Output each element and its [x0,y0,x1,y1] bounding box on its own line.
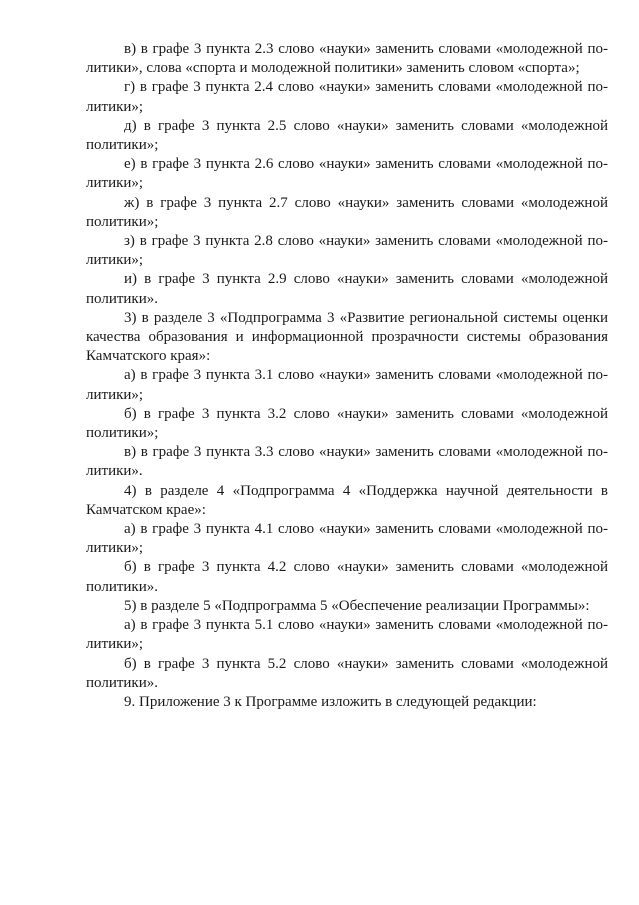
text-line: Камчатского края»: [86,348,211,365]
text-line: политики». [86,578,158,595]
text-line: в) в графе 3 пункта 2.3 слово «науки» заменить словами «молодежной по- [124,41,608,57]
text-line: 4) в разделе 4 «Подпрограмма 4 «Поддержка научной деятельности в [124,482,608,499]
text-line: Камчатском крае»: [86,501,206,518]
text-line: б) в графе 3 пункта 5.2 слово «науки» заменить словами «молодежной [124,655,608,672]
text-line: г) в графе 3 пункта 2.4 слово «науки» заменить словами «молодежной по- [124,79,608,96]
text-line: литики»; [86,386,144,403]
text-line: литики»; [86,636,144,653]
paragraph [86,117,608,155]
paragraph [86,40,608,78]
text-line: литики»; [86,252,144,269]
text-line: литики»; [86,540,144,557]
text-line: политики». [86,674,158,691]
text-line: ж) в графе 3 пункта 2.7 слово «науки» заменить словами «молодежной [124,194,608,211]
text-line: 3) в разделе 3 «Подпрограмма 3 «Развитие региональной системы оценки [124,309,608,326]
paragraph [86,366,608,404]
paragraph [86,693,608,712]
text-line: литики», слова «спорта и молодежной политики» заменить словом «спорта»; [86,60,580,77]
text-line: 9. Приложение 3 к Программе изложить в следующей редакции: [124,693,537,710]
paragraph [86,309,608,367]
paragraph [86,443,608,481]
text-line: з) в графе 3 пункта 2.8 слово «науки» заменить словами «молодежной по- [124,233,608,250]
text-line: а) в графе 3 пункта 4.1 слово «науки» заменить словами «молодежной по- [124,521,608,538]
text-line: а) в графе 3 пункта 5.1 слово «науки» заменить словами «молодежной по- [124,617,608,634]
text-line: литики». [86,463,143,480]
paragraph [86,270,608,308]
text-line: е) в графе 3 пункта 2.6 слово «науки» заменить словами «молодежной по- [124,156,608,173]
paragraph [86,78,608,116]
text-line: политики». [86,290,158,307]
text-line: политики»; [86,137,159,154]
text-line: 5) в разделе 5 «Подпрограмма 5 «Обеспечение реализации Программы»: [124,597,590,614]
paragraph [86,616,608,654]
paragraph [86,520,608,558]
text-line: литики»; [86,98,144,115]
paragraph [86,194,608,232]
paragraph [86,405,608,443]
text-line: качества образования и информационной прозрачности системы образования [86,329,608,346]
text-line: в) в графе 3 пункта 3.3 слово «науки» заменить словами «молодежной по- [124,444,608,461]
paragraph [86,655,608,693]
paragraph [86,597,608,616]
paragraph [86,155,608,193]
text-line: литики»; [86,175,144,192]
text-line: б) в графе 3 пункта 4.2 слово «науки» заменить словами «молодежной [124,559,608,576]
text-line: и) в графе 3 пункта 2.9 слово «науки» заменить словами «молодежной [124,271,608,288]
text-line: а) в графе 3 пункта 3.1 слово «науки» заменить словами «молодежной по- [124,367,608,384]
text-line: политики»; [86,213,159,230]
paragraph [86,482,608,520]
text-line: д) в графе 3 пункта 2.5 слово «науки» заменить словами «молодежной [124,117,608,134]
paragraph [86,558,608,596]
text-line: б) в графе 3 пункта 3.2 слово «науки» заменить словами «молодежной [124,405,608,422]
paragraph [86,232,608,270]
document-body [86,40,608,712]
text-line: политики»; [86,425,159,442]
